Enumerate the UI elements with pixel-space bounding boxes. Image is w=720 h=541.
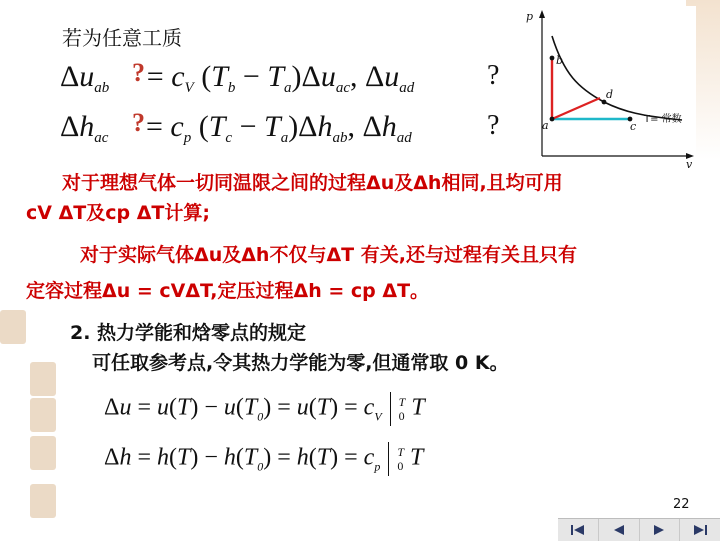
point-label-b: b — [556, 54, 564, 67]
next-page-button[interactable] — [640, 519, 681, 541]
prev-page-icon — [610, 523, 628, 537]
x-axis-label: v — [686, 158, 693, 168]
first-page-icon — [569, 523, 587, 537]
point-label-d: d — [606, 88, 614, 101]
isotherm-label: T= 常数 — [644, 114, 682, 125]
paragraph-ideal-gas-line2: cV ΔT及cp ΔT计算; — [26, 202, 210, 224]
paragraph-ideal-gas-line1: 对于理想气体一切同温限之间的过程Δu及Δh相同,且均可用 — [62, 172, 563, 194]
side-decoration — [30, 398, 56, 432]
next-page-icon — [650, 523, 668, 537]
y-axis-label: p — [526, 10, 534, 23]
equation-du-zero: $\Delta u = u(T) - u(T_0) = u(T) = c_V$ T 0 T — [104, 392, 425, 426]
slide-heading: 若为任意工质 — [62, 26, 182, 50]
point-label-c: c — [630, 120, 637, 133]
section-text: 可任取参考点,令其热力学能为零,但通常取 0 K。 — [92, 352, 509, 374]
question-mark-red: ? — [132, 58, 145, 87]
prev-page-button[interactable] — [599, 519, 640, 541]
question-mark-red: ? — [132, 108, 145, 137]
equation-dh: $\Delta h_{ac} = c_p$ $(T_c - T_a)\Delta h_{ab}$, $\Delta h_{ad}$ — [60, 110, 412, 146]
side-decoration — [30, 484, 56, 518]
last-page-button[interactable] — [680, 519, 720, 541]
point-label-a: a — [542, 119, 549, 132]
last-page-icon — [691, 523, 709, 537]
paragraph-real-gas-line2: 定容过程Δu = cVΔT,定压过程Δh = cp ΔT。 — [26, 280, 430, 302]
question-mark: ? — [487, 110, 500, 141]
first-page-button[interactable] — [558, 519, 599, 541]
paragraph-real-gas-line1: 对于实际气体Δu及Δh不仅与ΔT 有关,还与过程有关且只有 — [80, 244, 577, 266]
equation-dh-zero: $\Delta h = h(T) - h(T_0) = h(T) = c_p$ T 0 T — [104, 442, 423, 476]
pv-diagram — [512, 6, 696, 168]
section-heading: 2. 热力学能和焓零点的规定 — [70, 322, 307, 344]
navigation-bar — [558, 518, 720, 541]
side-decoration — [0, 310, 26, 344]
page-number: 22 — [673, 497, 690, 512]
side-decoration — [30, 362, 56, 396]
question-mark: ? — [487, 60, 500, 91]
side-decoration — [30, 436, 56, 470]
equation-du: $\Delta u_{ab} = c_V$ $(T_b - T_a)\Delta u_{ac}$, $\Delta u_{ad}$ — [60, 60, 415, 96]
